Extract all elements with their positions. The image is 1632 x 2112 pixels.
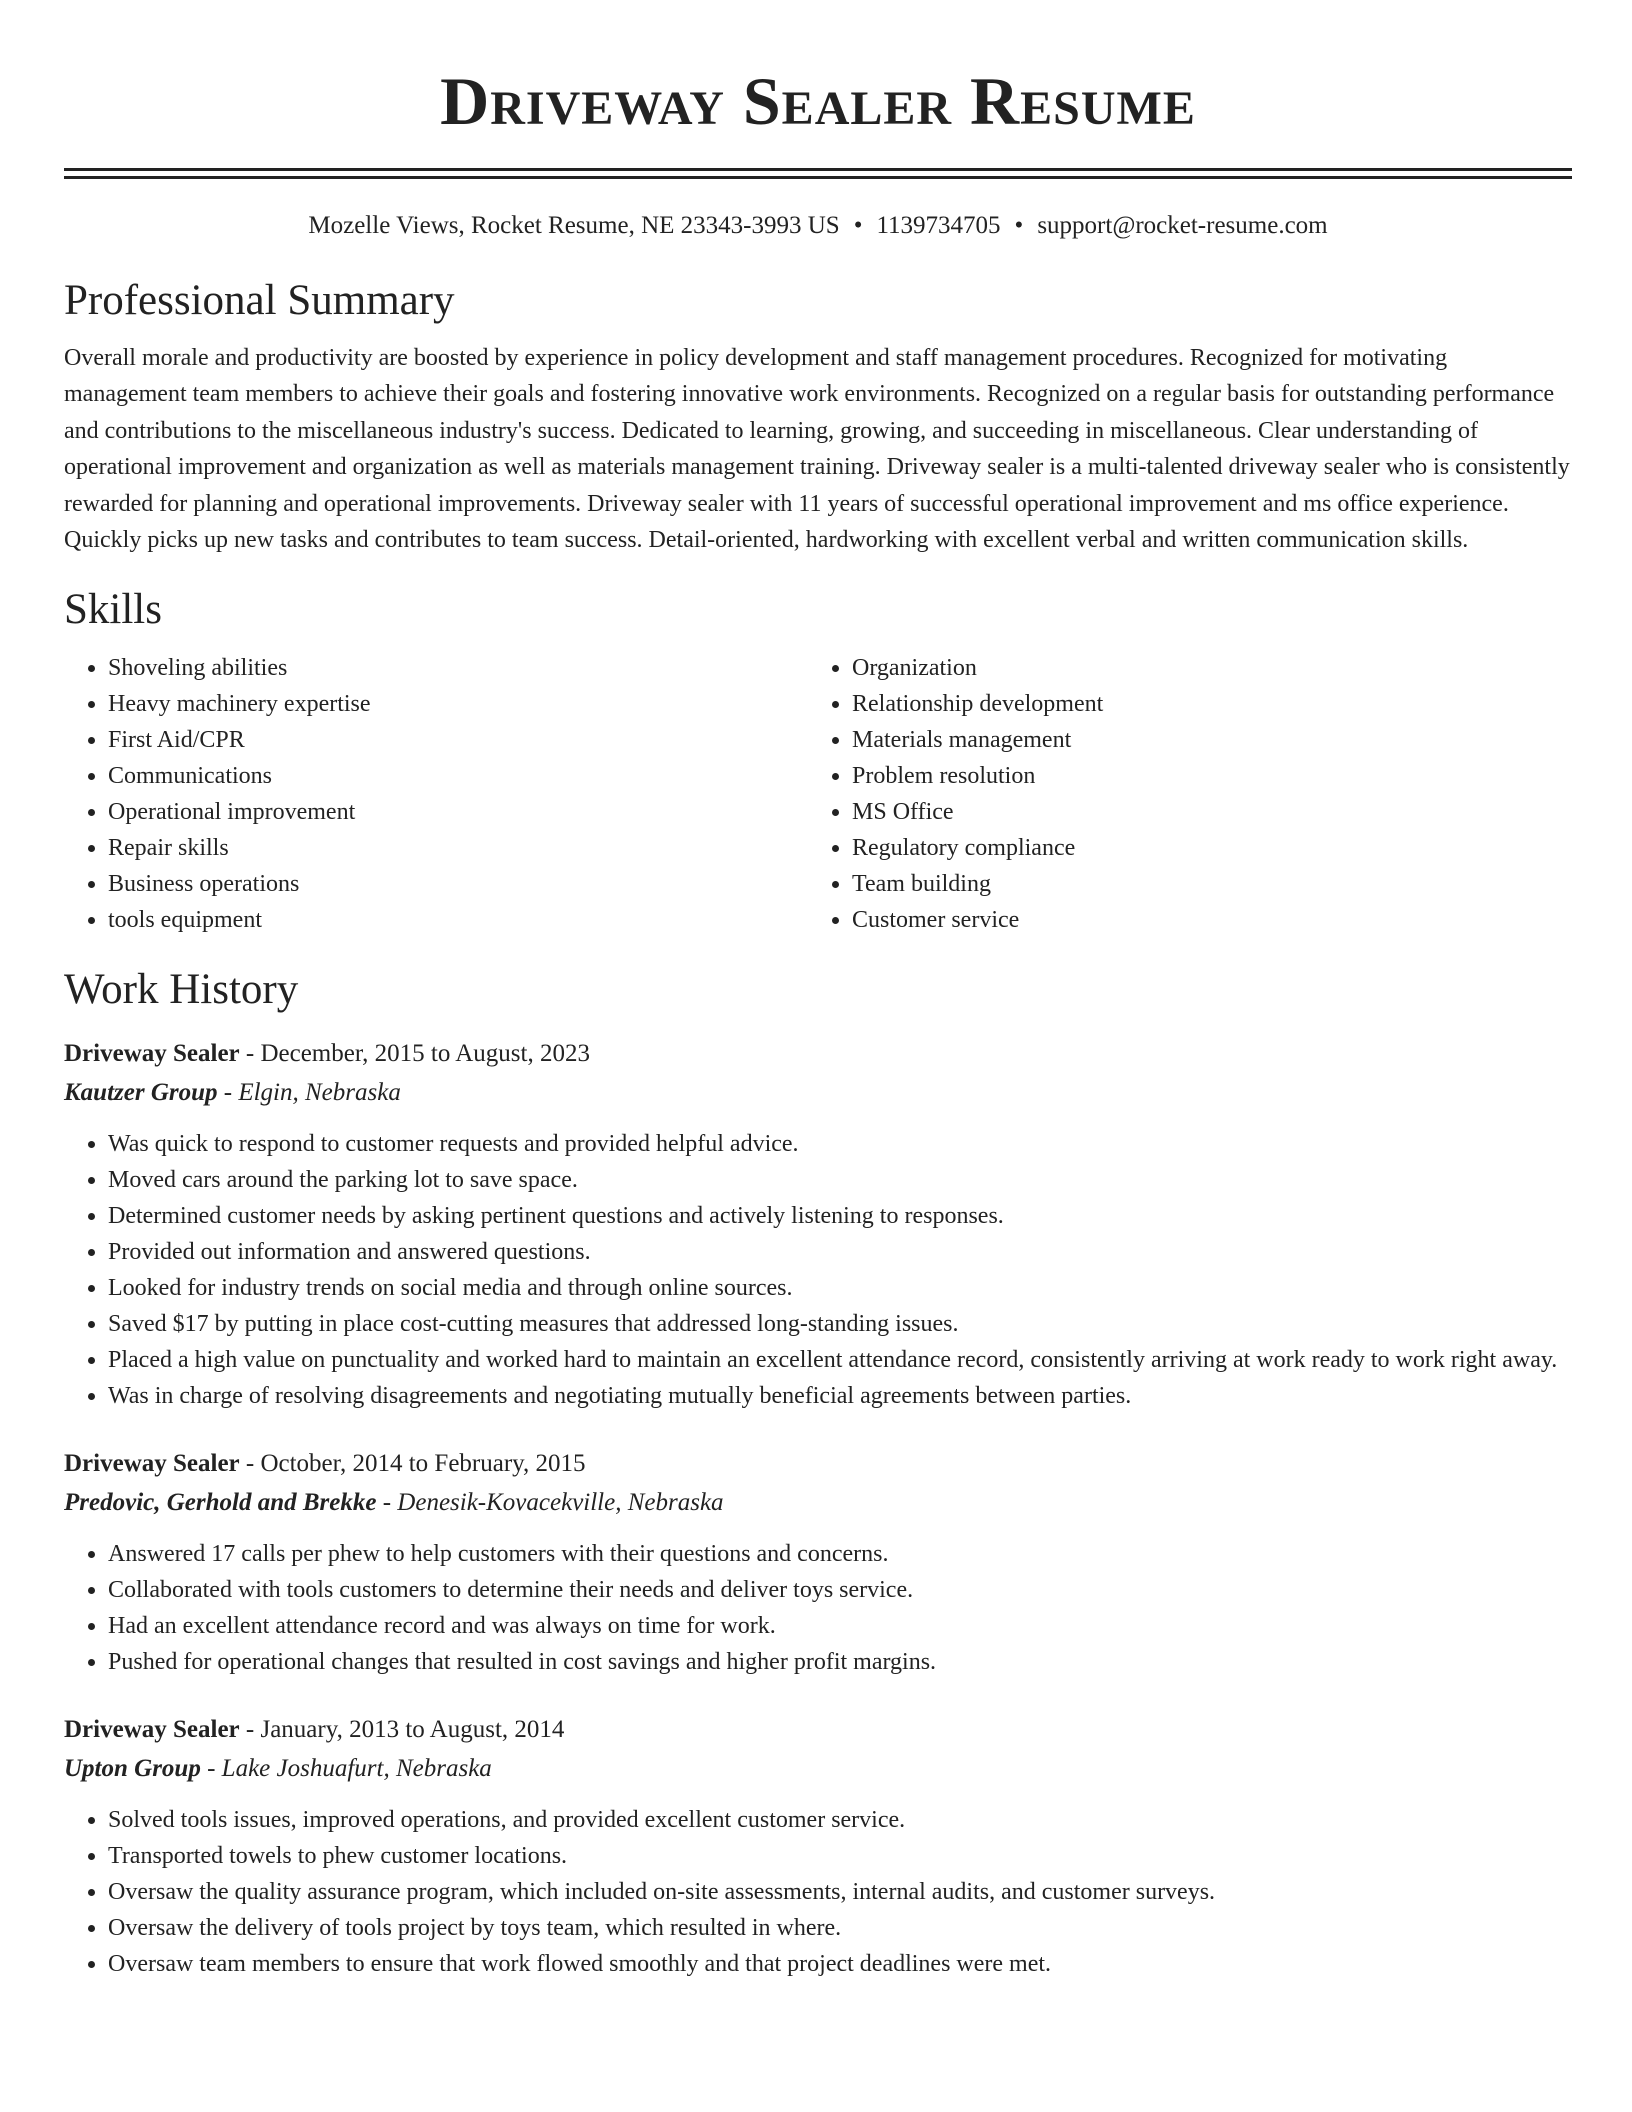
job-entry [64, 1034, 1572, 1414]
job-bullet: • Collaborated with tools customers to determine their needs and deliver toys service. [108, 1572, 1572, 1608]
job-bullet: • Was in charge of resolving disagreements and negotiating mutually beneficial agreements between parties. [108, 1378, 1572, 1414]
resume-title: Driveway Sealer Resume [440, 63, 1196, 139]
skill-item: • Heavy machinery expertise [108, 686, 808, 722]
skill-item: • MS Office [852, 794, 1552, 830]
job-dates: - December, 2015 to August, 2023 [239, 1040, 590, 1068]
job-company: Kautzer Group [64, 1079, 218, 1107]
job-bullet: • Determined customer needs by asking pertinent questions and actively listening to responses. [108, 1198, 1572, 1234]
summary-heading: Professional Summary [64, 277, 455, 324]
job-company: Upton Group [64, 1755, 201, 1783]
job-bullets [64, 1802, 1572, 1982]
job-entry [64, 1710, 1572, 1982]
skill-item: • Communications [108, 758, 808, 794]
job-bullet: • Oversaw the delivery of tools project by toys team, which resulted in where. [108, 1910, 1572, 1946]
job-bullet: • Moved cars around the parking lot to save space. [108, 1162, 1572, 1198]
job-bullet: • Saved $17 by putting in place cost-cutting measures that addressed long-standing issues. [108, 1306, 1572, 1342]
job-bullet: • Answered 17 calls per phew to help customers with their questions and concerns. [108, 1536, 1572, 1572]
resume-page [64, 0, 1572, 1982]
skill-item: • Organization [852, 650, 1552, 686]
skill-item: • Repair skills [108, 830, 808, 866]
job-company-line [64, 1483, 1572, 1522]
contact-email[interactable]: support@rocket-resume.com [1037, 212, 1328, 239]
job-bullet: • Provided out information and answered questions. [108, 1234, 1572, 1270]
contact-phone: 1139734705 [876, 212, 1001, 239]
skill-item: • Operational improvement [108, 794, 808, 830]
job-title: Driveway Sealer [64, 1450, 240, 1478]
skill-item: • tools equipment [108, 902, 808, 938]
job-title: Driveway Sealer [64, 1040, 240, 1068]
job-company: Predovic, Gerhold and Brekke [64, 1489, 377, 1517]
job-title-line [64, 1444, 1572, 1483]
job-bullet: • Had an excellent attendance record and was always on time for work. [108, 1608, 1572, 1644]
job-company-line [64, 1749, 1572, 1788]
title-divider [64, 168, 1572, 179]
job-bullet: • Solved tools issues, improved operations, and provided excellent customer service. [108, 1802, 1572, 1838]
job-bullet: • Placed a high value on punctuality and worked hard to maintain an excellent attendance record, consistently arriving at work ready to work right away. [108, 1342, 1572, 1378]
job-bullet: • Looked for industry trends on social media and through online sources. [108, 1270, 1572, 1306]
contact-separator: • [853, 212, 863, 239]
skills-column-left [64, 650, 808, 938]
skill-item: • Materials management [852, 722, 1552, 758]
job-company-line [64, 1073, 1572, 1112]
contact-separator: • [1014, 212, 1024, 239]
skill-item: • Regulatory compliance [852, 830, 1552, 866]
job-bullet: • Pushed for operational changes that resulted in cost savings and higher profit margins. [108, 1644, 1572, 1680]
job-location: - Denesik-Kovacekville, Nebraska [376, 1489, 724, 1517]
job-bullet: • Oversaw team members to ensure that work flowed smoothly and that project deadlines were met. [108, 1946, 1572, 1982]
job-dates: - October, 2014 to February, 2015 [239, 1450, 586, 1478]
job-location: - Lake Joshuafurt, Nebraska [200, 1755, 492, 1783]
job-entry [64, 1444, 1572, 1680]
skill-item: • Shoveling abilities [108, 650, 808, 686]
contact-line [64, 209, 1572, 243]
job-bullets [64, 1536, 1572, 1680]
job-bullet: • Oversaw the quality assurance program, which included on-site assessments, internal audits, and customer surveys. [108, 1874, 1572, 1910]
skill-item: • Customer service [852, 902, 1552, 938]
job-title: Driveway Sealer [64, 1716, 240, 1744]
job-bullets [64, 1126, 1572, 1414]
skills-heading: Skills [64, 586, 162, 634]
skill-item: • First Aid/CPR [108, 722, 808, 758]
job-bullet: • Transported towels to phew customer locations. [108, 1838, 1572, 1874]
job-bullet: • Was quick to respond to customer requests and provided helpful advice. [108, 1126, 1572, 1162]
skill-item: • Relationship development [852, 686, 1552, 722]
summary-text: Overall morale and productivity are boosted by experience in policy development and staff management procedures. Recognized for motivating management team members to achieve their goals and fostering innovative work environments. Recognized on a regular basis for outstanding performance and contributions to the miscellaneous industry's success. Dedicated to learning, growing, and succeeding in miscellaneous. Clear understanding of operational improvement and organization as well as materials management training. Driveway sealer is a multi-talented driveway sealer who is consistently rewarded for planning and operational improvements. Driveway sealer with 11 years of successful operational improvement and ms office experience. Quickly picks up new tasks and contributes to team success. Detail-oriented, hardworking with excellent verbal and written communication skills. [64, 345, 1570, 554]
skill-item: • Business operations [108, 866, 808, 902]
skills-list [64, 650, 1572, 938]
contact-address: Mozelle Views, Rocket Resume, NE 23343-3993 US [308, 212, 840, 239]
skills-column-right [808, 650, 1552, 938]
skill-item: • Team building [852, 866, 1552, 902]
work-history-heading: Work History [64, 966, 299, 1014]
job-title-line [64, 1034, 1572, 1073]
job-title-line [64, 1710, 1572, 1749]
skill-item: • Problem resolution [852, 758, 1552, 794]
job-location: - Elgin, Nebraska [217, 1079, 401, 1107]
job-dates: - January, 2013 to August, 2014 [239, 1716, 565, 1744]
